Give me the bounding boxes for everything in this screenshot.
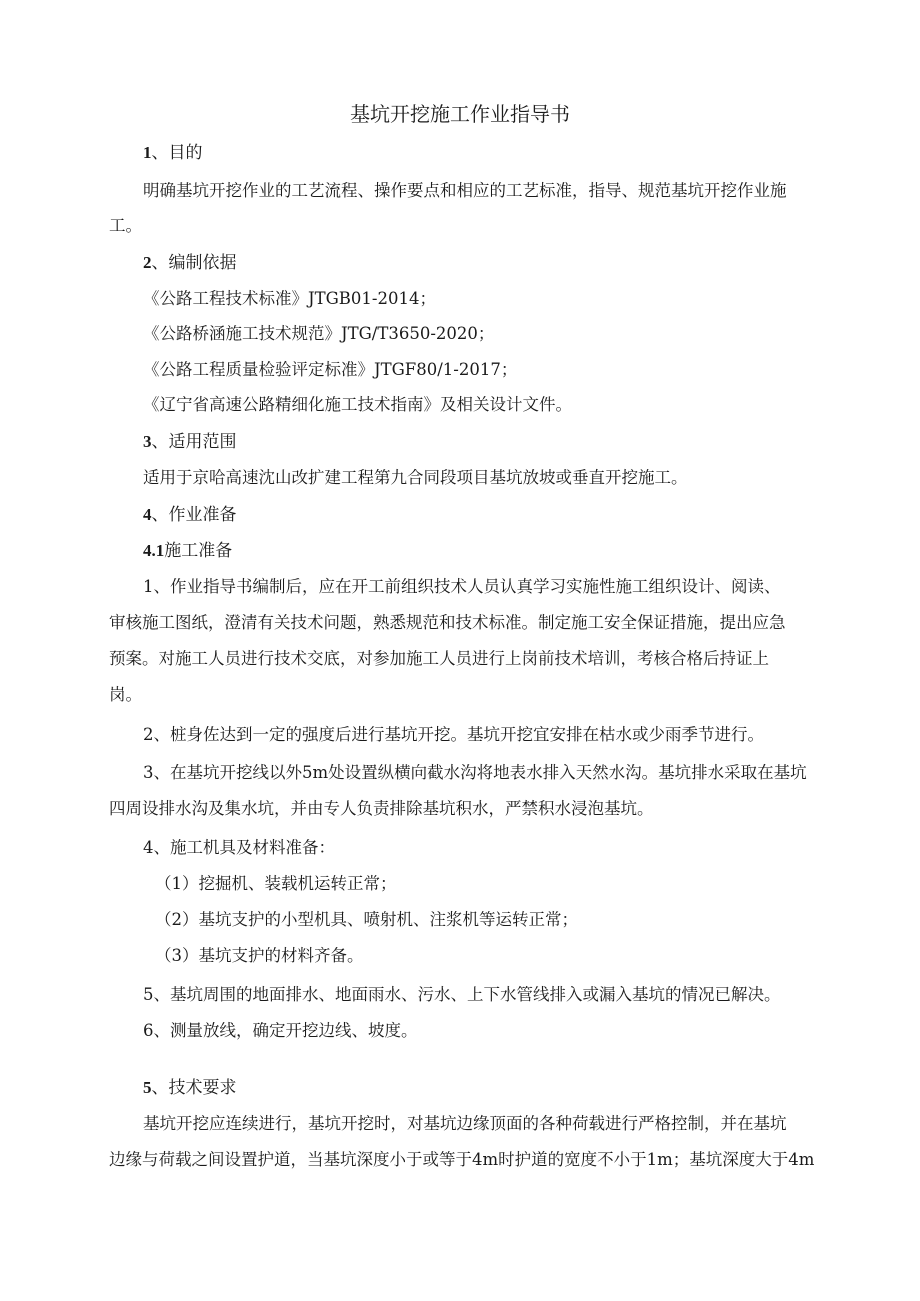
section-2-number: 2 — [143, 253, 152, 272]
section-1-title: 、目的 — [151, 143, 203, 163]
section-1-heading — [143, 142, 203, 164]
item-6: 6、测量放线，确定开挖边线、坡度。 — [143, 1021, 418, 1040]
section-4-heading — [143, 504, 237, 526]
item-4: 4、施工机具及材料准备： — [143, 838, 335, 857]
section-5-number: 5 — [143, 1078, 152, 1097]
item-1-line-1: 1、作业指导书编制后，应在开工前组织技术人员认真学习实施性施工组织设计、阅读、 — [143, 577, 781, 596]
item-5: 5、基坑周围的地面排水、地面雨水、污水、上下水管线排入或漏入基坑的情况已解决。 — [143, 985, 781, 1004]
item-3-line-1: 3、在基坑开挖线以外5m处设置纵横向截水沟将地表水排入天然水沟。基坑排水采取在基坑 — [143, 763, 807, 782]
item-2: 2、桩身佐达到一定的强度后进行基坑开挖。基坑开挖宜安排在枯水或少雨季节进行。 — [143, 725, 764, 744]
item-1-line-4: 岗。 — [109, 685, 142, 704]
section-1-paragraph-line-1: 明确基坑开挖作业的工艺流程、操作要点和相应的工艺标准，指导、规范基坑开挖作业施 — [143, 181, 787, 200]
item-4-sub-3: （3）基坑支护的材料齐备。 — [155, 946, 364, 965]
subsection-4-1-number: 4.1 — [143, 541, 165, 560]
reference-1: 《公路工程技术标准》JTGB01-2014； — [143, 289, 436, 308]
section-2-title: 、编制依据 — [151, 253, 237, 273]
item-4-sub-2: （2）基坑支护的小型机具、喷射机、注浆机等运转正常； — [155, 910, 578, 929]
document-title: 基坑开挖施工作业指导书 — [350, 102, 570, 126]
section-2-heading — [143, 252, 237, 274]
section-5-paragraph-line-1: 基坑开挖应连续进行，基坑开挖时，对基坑边缘顶面的各种荷载进行严格控制，并在基坑 — [143, 1114, 787, 1133]
reference-3: 《公路工程质量检验评定标准》JTGF80/1-2017； — [143, 360, 518, 379]
subsection-4-1-title: 施工准备 — [164, 541, 233, 561]
reference-2: 《公路桥涵施工技术规范》JTG/T3650-2020； — [143, 324, 495, 343]
subsection-4-1-heading — [143, 540, 232, 562]
reference-4: 《辽宁省高速公路精细化施工技术指南》及相关设计文件。 — [143, 395, 572, 414]
item-1-line-2: 审核施工图纸，澄清有关技术问题，熟悉规范和技术标准。制定施工安全保证措施，提出应急 — [109, 613, 786, 632]
section-3-title: 、适用范围 — [151, 432, 237, 452]
section-1-paragraph-line-2: 工。 — [109, 216, 142, 235]
section-5-paragraph-line-2: 边缘与荷载之间设置护道，当基坑深度小于或等于4m时护道的宽度不小于1m；基坑深度大于4m — [109, 1150, 815, 1169]
section-3-number: 3 — [143, 432, 152, 451]
item-1-line-3: 预案。对施工人员进行技术交底，对参加施工人员进行上岗前技术培训，考核合格后持证上 — [109, 649, 769, 668]
section-4-title: 、作业准备 — [151, 505, 237, 525]
item-3-line-2: 四周设排水沟及集水坑，并由专人负责排除基坑积水，严禁积水浸泡基坑。 — [109, 799, 654, 818]
section-4-number: 4 — [143, 505, 152, 524]
section-3-heading — [143, 431, 237, 453]
section-5-heading — [143, 1077, 237, 1099]
section-5-title: 、技术要求 — [151, 1078, 237, 1098]
section-3-paragraph: 适用于京哈高速沈山改扩建工程第九合同段项目基坑放坡或垂直开挖施工。 — [143, 468, 688, 487]
section-1-number: 1 — [143, 143, 152, 162]
item-4-sub-1: （1）挖掘机、装载机运转正常； — [155, 874, 397, 893]
